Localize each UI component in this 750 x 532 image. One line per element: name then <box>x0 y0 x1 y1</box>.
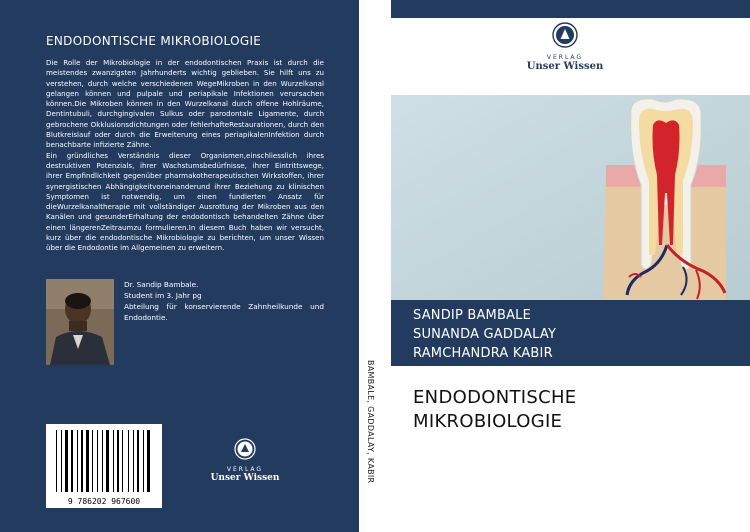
front-title-line-2: MIKROBIOLOGIE <box>413 411 563 432</box>
front-cover-title <box>413 386 733 434</box>
publisher-seal-icon <box>552 22 578 48</box>
author-bio <box>124 279 324 323</box>
spine-authors: BAMBALE, GADDALAY, KABIR <box>366 360 375 484</box>
front-publisher-name: Unser Wissen <box>526 61 604 72</box>
front-cover <box>391 0 750 532</box>
barcode-icon <box>46 424 162 508</box>
front-title-line-1: ENDODONTISCHE <box>413 387 577 408</box>
publisher-seal-icon <box>234 438 256 460</box>
author-bio-department: Abteilung für konservierende Zahnheilkunde und Endodontie. <box>124 302 324 322</box>
back-publisher-logo <box>205 438 285 483</box>
book-spine <box>359 0 391 532</box>
front-publisher-logo <box>515 22 615 72</box>
blurb-paragraph-1: Die Rolle der Mikrobiologie in der endodontischen Praxis ist durch die meistendes zwanzigsten Jahrhunderts wichtig geblieben. Sie hilft uns zu verstehen, durch welche verschiedenen WegeMikroben in den Wurzelkanal gelangen können und pulpale und periapikale Infektionen verursachen können.Die Mikroben können in den Wurzelkanal durch offene Hohlräume, Dentintubuli, durchgingivalen Sulkus oder parodontale Ligamente, durch gebrochene Okklusionsdichtungen oder fehlerhafteRestaurationen, durch den Blutkreislauf oder durch die Erweiterung eines periapikalenInfektion durch benachbarte infizierte Zähne. <box>46 58 324 150</box>
author-name-2: SUNANDA GADDALAY <box>413 327 557 342</box>
author-name-3: RAMCHANDRA KABIR <box>413 346 553 361</box>
back-cover <box>0 0 359 532</box>
author-name-1: SANDIP BAMBALE <box>413 308 532 323</box>
back-cover-blurb <box>46 58 324 254</box>
blurb-paragraph-2: Ein gründliches Verständnis dieser Organismen,einschliesslich ihres destruktiven Potenzials, ihrer Wachstumsbedürfnisse, ihrer Eintrittswege, ihrer Empfindlichkeit gegenüber pharmakotherapeutischen Wirkstoffen, ihrer synergistischen Abhängigkeitvoneinanderund ihrer Beziehung zu klinischen Symptomen ist notwendig, um einen fundierten Ansatz für dieWurzelkanaltherapie mit vollständiger Ausrottung der Mikroben aus den Kanälen und gesunderErhaltung der endodontisch behandelten Zähne über einen längerenZeitraumzu formulieren.In diesem Buch haben wir versucht, kurz über die endodontische Mikrobiologie zu berichten, um unser Wissen über die Endodontie im Allgemeinen zu erweitern. <box>46 150 324 253</box>
authors-band <box>391 300 750 366</box>
author-portrait-icon <box>46 279 114 365</box>
author-bio-status: Student im 3. Jahr pg <box>124 291 202 300</box>
back-cover-title: ENDODONTISCHE MIKROBIOLOGIE <box>46 34 262 48</box>
isbn-digits: 9 786202 967600 <box>67 497 141 506</box>
author-bio-name: Dr. Sandip Bambale. <box>124 280 199 289</box>
tooth-cross-section-icon <box>391 95 750 300</box>
isbn-barcode <box>46 424 162 508</box>
front-top-bar <box>391 0 750 18</box>
tooth-model-image <box>391 95 750 300</box>
front-publisher-verlag: VERLAG <box>546 54 584 61</box>
author-photo <box>46 279 114 365</box>
back-publisher-verlag: VERLAG <box>226 466 264 473</box>
back-publisher-name: Unser Wissen <box>210 473 280 483</box>
